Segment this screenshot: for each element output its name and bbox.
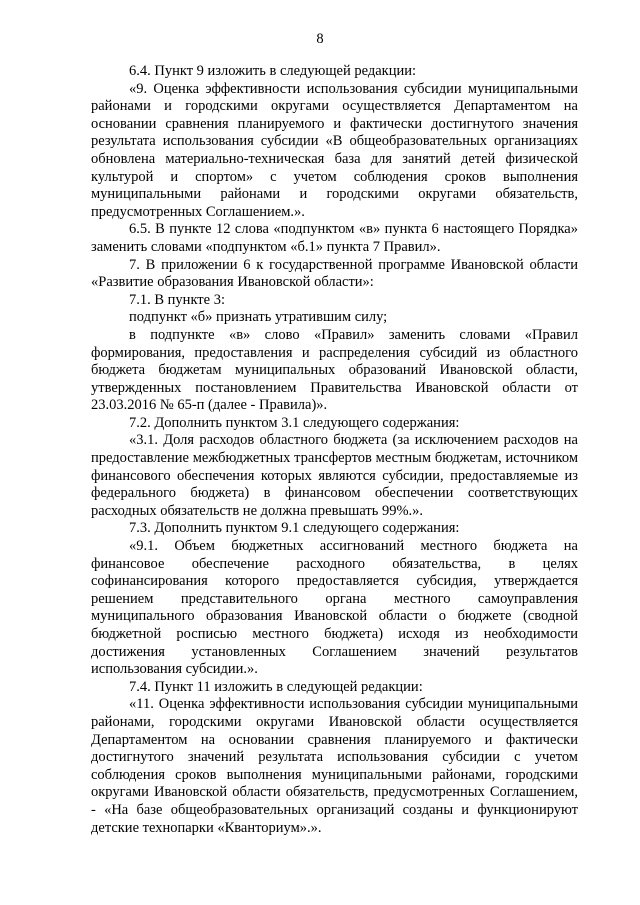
paragraph-6-4: 6.4. Пункт 9 изложить в следующей редакции: [129, 63, 417, 79]
paragraph-subpoint-b: подпункт «б» признать утратившим силу; [129, 309, 388, 326]
document-body [91, 63, 578, 837]
paragraph-point-9-text: «9. Оценка эффективности использования субсидии муниципальными районами и городскими округами осуществляется Департаментом на основании сравнения планируемого и фактически достигнутого значения результата использования субсидии «В общеобразовательных организациях обновлена материально-техническая база для занятий детей физической культурой и спортом» с учетом соблюдения сроков выполнения муниципальными районами и городскими округами обязательств, предусмотренных Соглашением.». [91, 80, 578, 220]
paragraph-7-4: 7.4. Пункт 11 изложить в следующей редакции: [129, 678, 423, 695]
paragraph-7-1: 7.1. В пункте 3: [129, 291, 225, 308]
paragraph-point-11-text: «11. Оценка эффективности использования субсидии муниципальными районами, городскими округами Ивановской области осуществляется Департаментом на основании сравнения планируемого и фактически достигнутого значений результата использования субсидии с учетом соблюдения сроков выполнения муниципальными районами, городскими округами Ивановской области обязательств, предусмотренных Соглашением, - «На базе общеобразовательных организаций созданы и функционируют детские технопарки «Кванториум».». [91, 696, 578, 836]
page-number: 8 [316, 31, 324, 47]
paragraph-7: 7. В приложении 6 к государственной программе Ивановской области «Развитие образования Ивановской области»: [91, 256, 578, 291]
paragraph-6-5: 6.5. В пункте 12 слова «подпунктом «в» пункта 6 настоящего Порядка» заменить словами «подпунктом «б.1» пункта 7 Правил». [91, 221, 578, 255]
paragraph-7-3: 7.3. Дополнить пунктом 9.1 следующего содержания: [129, 520, 460, 537]
paragraph-point-9-1-text: «9.1. Объем бюджетных ассигнований местного бюджета на финансовое обеспечение расходного обязательства, в целях софинансирования которого предоставляется субсидия, утверждается решением представительного органа местного самоуправления муниципального образования Ивановской области о бюджете (сводной бюджетной росписью местного бюджета) исходя из необходимости достижения установленных Соглашением значений результатов использования субсидии.». [91, 538, 578, 678]
paragraph-subpoint-v: в подпункте «в» слово «Правил» заменить словами «Правил формирования, предоставления и распределения субсидий из областного бюджета бюджетам муниципальных образований Ивановской области, утвержденных постановлением Правительства Ивановской области от 23.03.2016 № 65-п (далее - Правила)». [91, 326, 578, 414]
paragraph-7-2: 7.2. Дополнить пунктом 3.1 следующего содержания: [129, 414, 460, 431]
paragraph-point-3-1-text: «3.1. Доля расходов областного бюджета (за исключением расходов на предоставление межбюджетных трансфертов местным бюджетам, источником финансового обеспечения которых являются субсидии, предоставляемые из федерального бюджета) в финансовом обеспечении соответствующих расходных обязательств не должна превышать 99%.». [91, 432, 578, 519]
